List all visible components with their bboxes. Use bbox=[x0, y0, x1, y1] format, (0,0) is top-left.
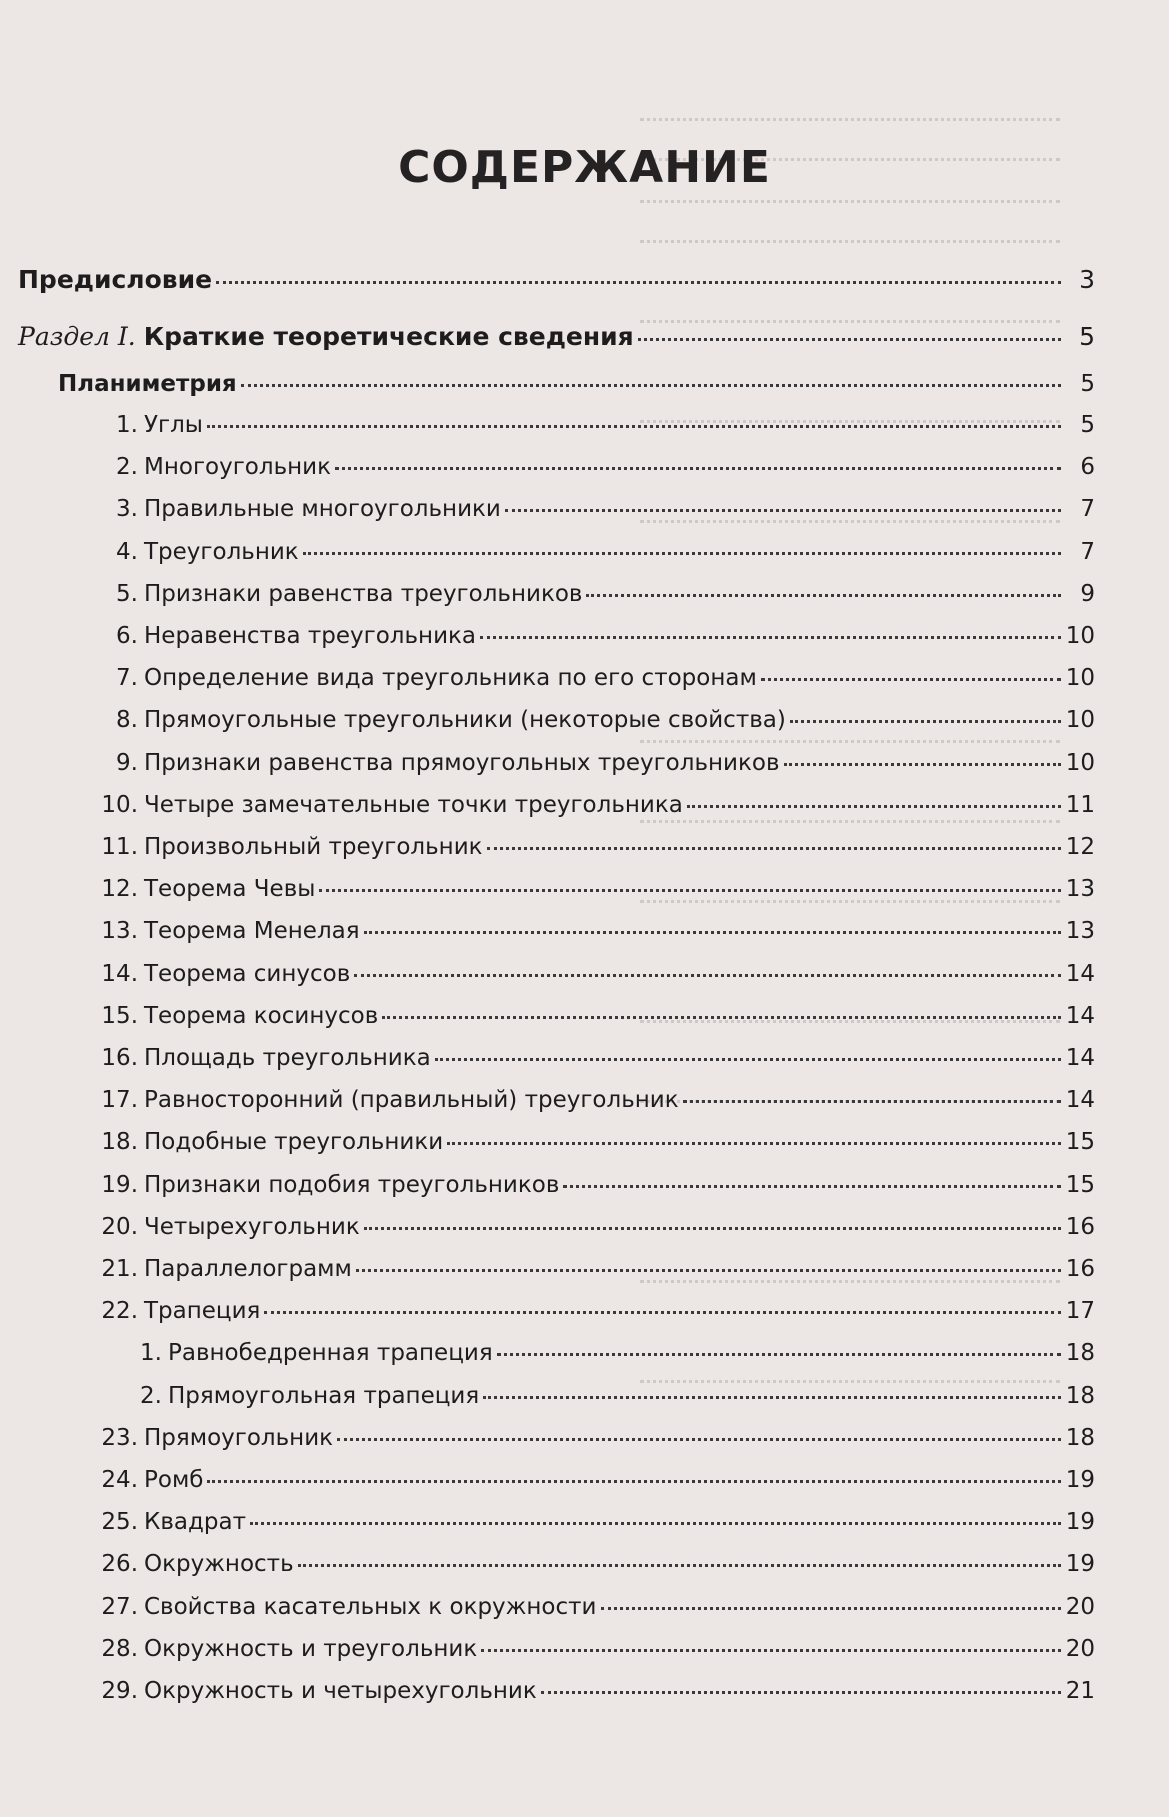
toc-entry-page: 19 bbox=[1065, 1551, 1095, 1577]
toc-entry[interactable] bbox=[88, 621, 1095, 651]
toc-entry-number: 2. bbox=[140, 1383, 162, 1409]
toc-entry-label: Четыре замечательные точки треугольника bbox=[144, 792, 683, 818]
toc-entry-label: Углы bbox=[144, 412, 203, 438]
toc-entry-page: 10 bbox=[1065, 707, 1095, 733]
toc-entry-page: 7 bbox=[1080, 496, 1095, 522]
toc-entry-label: Окружность и треугольник bbox=[144, 1636, 478, 1662]
toc-entry[interactable] bbox=[88, 874, 1095, 904]
leader-dots bbox=[303, 552, 1061, 555]
toc-entry-number: 9. bbox=[116, 750, 138, 776]
toc-entry-label: Определение вида треугольника по его сторонам bbox=[144, 665, 757, 691]
toc-entry-page: 18 bbox=[1065, 1340, 1095, 1366]
toc-entry-page: 17 bbox=[1065, 1298, 1095, 1324]
toc-entry-label: Трапеция bbox=[144, 1298, 261, 1324]
leader-dots bbox=[207, 425, 1061, 428]
toc-entry[interactable] bbox=[88, 705, 1095, 735]
toc-entry-number: 10. bbox=[101, 792, 138, 818]
leader-dots bbox=[586, 594, 1061, 597]
leader-dots bbox=[761, 678, 1061, 681]
toc-entry-page: 3 bbox=[1079, 265, 1095, 294]
toc-entry-page: 19 bbox=[1065, 1467, 1095, 1493]
toc-entry[interactable] bbox=[88, 1212, 1095, 1242]
toc-entry-label: Прямоугольник bbox=[144, 1425, 334, 1451]
leader-dots bbox=[447, 1142, 1061, 1145]
toc-entry-label: Равносторонний (правильный) треугольник bbox=[144, 1087, 679, 1113]
toc-entry-number: 24. bbox=[101, 1467, 138, 1493]
toc-entry-number: 26. bbox=[101, 1551, 138, 1577]
toc-entry-label: Подобные треугольники bbox=[144, 1129, 444, 1155]
leader-dots bbox=[687, 805, 1061, 808]
toc-entry-number: 12. bbox=[101, 876, 138, 902]
toc-entry-number: 25. bbox=[101, 1509, 138, 1535]
toc-entry[interactable] bbox=[88, 1423, 1095, 1453]
leader-dots bbox=[207, 1480, 1061, 1483]
toc-entry-number: 16. bbox=[101, 1045, 138, 1071]
toc-entry[interactable] bbox=[88, 1170, 1095, 1200]
toc-entry-page: 16 bbox=[1065, 1214, 1095, 1240]
page-title: СОДЕРЖАНИЕ bbox=[398, 142, 771, 193]
toc-entry-number: 13. bbox=[101, 918, 138, 944]
toc-entry-number: 2. bbox=[116, 454, 138, 480]
leader-dots bbox=[483, 1396, 1061, 1399]
toc-entry-page: 7 bbox=[1080, 539, 1095, 565]
toc-entry-number: 6. bbox=[116, 623, 138, 649]
leader-dots bbox=[487, 847, 1061, 850]
toc-entry-page: 18 bbox=[1065, 1383, 1095, 1409]
toc-entry-label: Признаки равенства прямоугольных треугольников bbox=[144, 750, 780, 776]
toc-entry-label: Треугольник bbox=[144, 539, 299, 565]
leader-dots bbox=[505, 509, 1061, 512]
toc-entry[interactable] bbox=[88, 1254, 1095, 1284]
toc-entry-page: 18 bbox=[1065, 1425, 1095, 1451]
toc-entry[interactable] bbox=[88, 1001, 1095, 1031]
toc-entry-label: Площадь треугольника bbox=[144, 1045, 431, 1071]
toc-entry-label: Параллелограмм bbox=[144, 1256, 352, 1282]
toc-entry-number: 8. bbox=[116, 707, 138, 733]
toc-entry-label: Теорема синусов bbox=[144, 961, 351, 987]
toc-entry[interactable] bbox=[88, 748, 1095, 778]
toc-entry-page: 14 bbox=[1065, 1087, 1095, 1113]
toc-entry-page: 15 bbox=[1065, 1172, 1095, 1198]
toc-entry-number: 28. bbox=[101, 1636, 138, 1662]
toc-entry-label: Правильные многоугольники bbox=[144, 496, 501, 522]
leader-dots bbox=[298, 1564, 1061, 1567]
toc-entry-page: 20 bbox=[1065, 1636, 1095, 1662]
leader-dots bbox=[354, 974, 1061, 977]
toc-entry-label: Квадрат bbox=[144, 1509, 246, 1535]
leader-dots bbox=[683, 1100, 1061, 1103]
toc-entry-page: 12 bbox=[1065, 834, 1095, 860]
toc-entry-number: 22. bbox=[101, 1298, 138, 1324]
toc-entry[interactable] bbox=[88, 1465, 1095, 1495]
toc-entry-page: 14 bbox=[1065, 961, 1095, 987]
toc-entry[interactable] bbox=[88, 1127, 1095, 1157]
leader-dots bbox=[264, 1311, 1061, 1314]
leader-dots bbox=[364, 931, 1061, 934]
toc-entry[interactable] bbox=[88, 1043, 1095, 1073]
toc-entry[interactable] bbox=[88, 1592, 1095, 1622]
toc-entry-label: Теорема Менелая bbox=[144, 918, 360, 944]
toc-entry-page: 15 bbox=[1065, 1129, 1095, 1155]
leader-dots bbox=[541, 1691, 1061, 1694]
toc-entry-label: Окружность и четырехугольник bbox=[144, 1678, 537, 1704]
leader-dots bbox=[638, 338, 1061, 341]
leader-dots bbox=[435, 1058, 1061, 1061]
toc-entry-label: Неравенства треугольника bbox=[144, 623, 477, 649]
toc-entry[interactable] bbox=[88, 1549, 1095, 1579]
toc-entry-number: 7. bbox=[116, 665, 138, 691]
leader-dots bbox=[784, 763, 1061, 766]
toc-entry-label: Произвольный треугольник bbox=[144, 834, 483, 860]
toc-entry[interactable] bbox=[88, 916, 1095, 946]
leader-dots bbox=[481, 1649, 1061, 1652]
toc-entry[interactable] bbox=[88, 959, 1095, 989]
toc-entry-label: Признаки подобия треугольников bbox=[144, 1172, 560, 1198]
toc-entry-number: 17. bbox=[101, 1087, 138, 1113]
toc-entry-label: Ромб bbox=[144, 1467, 204, 1493]
leader-dots bbox=[250, 1522, 1061, 1525]
toc-entry-label: Четырехугольник bbox=[144, 1214, 360, 1240]
toc-entry-page: 19 bbox=[1065, 1509, 1095, 1535]
toc-entry-page: 13 bbox=[1065, 918, 1095, 944]
toc-entry-number: 18. bbox=[101, 1129, 138, 1155]
toc-entry-label: Планиметрия bbox=[58, 371, 237, 397]
toc-entry-number: 19. bbox=[101, 1172, 138, 1198]
toc-entry-page: 10 bbox=[1065, 623, 1095, 649]
toc-entry-number: 14. bbox=[101, 961, 138, 987]
toc-entry-page: 14 bbox=[1065, 1045, 1095, 1071]
leader-dots bbox=[601, 1607, 1062, 1610]
toc-entry-page: 5 bbox=[1080, 371, 1095, 397]
toc-entry-section[interactable] bbox=[18, 322, 1095, 352]
toc-entry-page: 13 bbox=[1065, 876, 1095, 902]
toc-entry[interactable] bbox=[88, 1296, 1095, 1326]
toc-entry[interactable] bbox=[88, 1676, 1095, 1706]
leader-dots bbox=[356, 1269, 1061, 1272]
leader-dots bbox=[480, 636, 1061, 639]
leader-dots bbox=[216, 281, 1061, 284]
toc-entry-number: 27. bbox=[101, 1594, 138, 1620]
toc-entry-number: 29. bbox=[101, 1678, 138, 1704]
toc-entry[interactable] bbox=[88, 832, 1095, 862]
toc-entry-number: 21. bbox=[101, 1256, 138, 1282]
toc-entry-page: 10 bbox=[1065, 665, 1095, 691]
toc-entry-preface[interactable] bbox=[18, 265, 1095, 295]
leader-dots bbox=[563, 1185, 1061, 1188]
leader-dots bbox=[497, 1353, 1061, 1356]
toc-entry-label: Равнобедренная трапеция bbox=[168, 1340, 493, 1366]
toc-entry[interactable] bbox=[88, 579, 1095, 609]
toc-entry-page: 20 bbox=[1065, 1594, 1095, 1620]
toc-entry[interactable] bbox=[88, 452, 1095, 482]
toc-entry-number: 15. bbox=[101, 1003, 138, 1029]
toc-entry-label: Окружность bbox=[144, 1551, 294, 1577]
toc-entry-number: 1. bbox=[140, 1340, 162, 1366]
toc-entry[interactable] bbox=[88, 790, 1095, 820]
toc-entry-page: 21 bbox=[1065, 1678, 1095, 1704]
toc-entry[interactable] bbox=[88, 537, 1095, 567]
toc-entry-page: 14 bbox=[1065, 1003, 1095, 1029]
toc-entry-number: 20. bbox=[101, 1214, 138, 1240]
section-prefix: Раздел I. bbox=[18, 322, 136, 351]
toc-entry-subsection[interactable] bbox=[58, 369, 1095, 399]
toc-entry-number: 3. bbox=[116, 496, 138, 522]
toc-entry-number: 23. bbox=[101, 1425, 138, 1451]
toc-entry-number: 11. bbox=[101, 834, 138, 860]
toc-entry-page: 5 bbox=[1080, 412, 1095, 438]
toc-entry-label: Признаки равенства треугольников bbox=[144, 581, 583, 607]
toc-entry-number: 5. bbox=[116, 581, 138, 607]
toc-entry-label: Краткие теоретические сведения bbox=[143, 322, 634, 351]
leader-dots bbox=[337, 1438, 1061, 1441]
toc-entry-label: Прямоугольные треугольники (некоторые свойства) bbox=[144, 707, 786, 733]
toc-entry[interactable] bbox=[128, 1381, 1095, 1411]
toc-entry-page: 6 bbox=[1080, 454, 1095, 480]
toc-entry[interactable] bbox=[88, 494, 1095, 524]
leader-dots bbox=[382, 1016, 1061, 1019]
toc-entry-label: Многоугольник bbox=[144, 454, 332, 480]
toc-entry[interactable] bbox=[88, 410, 1095, 440]
toc-entry[interactable] bbox=[88, 663, 1095, 693]
toc-entry-label: Теорема Чевы bbox=[144, 876, 316, 902]
toc-entry-page: 5 bbox=[1079, 322, 1095, 351]
toc-entry-label: Предисловие bbox=[18, 265, 213, 294]
toc-entry-label: Теорема косинусов bbox=[144, 1003, 379, 1029]
toc-entry-label: Свойства касательных к окружности bbox=[144, 1594, 597, 1620]
toc-entry-label: Прямоугольная трапеция bbox=[168, 1383, 480, 1409]
toc-entry-page: 10 bbox=[1065, 750, 1095, 776]
toc-entry-number: 4. bbox=[116, 539, 138, 565]
toc-entry-number: 1. bbox=[116, 412, 138, 438]
toc-entry-page: 9 bbox=[1080, 581, 1095, 607]
leader-dots bbox=[790, 720, 1061, 723]
toc-entry[interactable] bbox=[128, 1338, 1095, 1368]
leader-dots bbox=[319, 889, 1061, 892]
toc-entry[interactable] bbox=[88, 1634, 1095, 1664]
toc-entry[interactable] bbox=[88, 1085, 1095, 1115]
toc-entry-page: 11 bbox=[1065, 792, 1095, 818]
toc-entry-page: 16 bbox=[1065, 1256, 1095, 1282]
toc-entry[interactable] bbox=[88, 1507, 1095, 1537]
leader-dots bbox=[241, 384, 1061, 387]
leader-dots bbox=[335, 467, 1061, 470]
leader-dots bbox=[364, 1227, 1061, 1230]
